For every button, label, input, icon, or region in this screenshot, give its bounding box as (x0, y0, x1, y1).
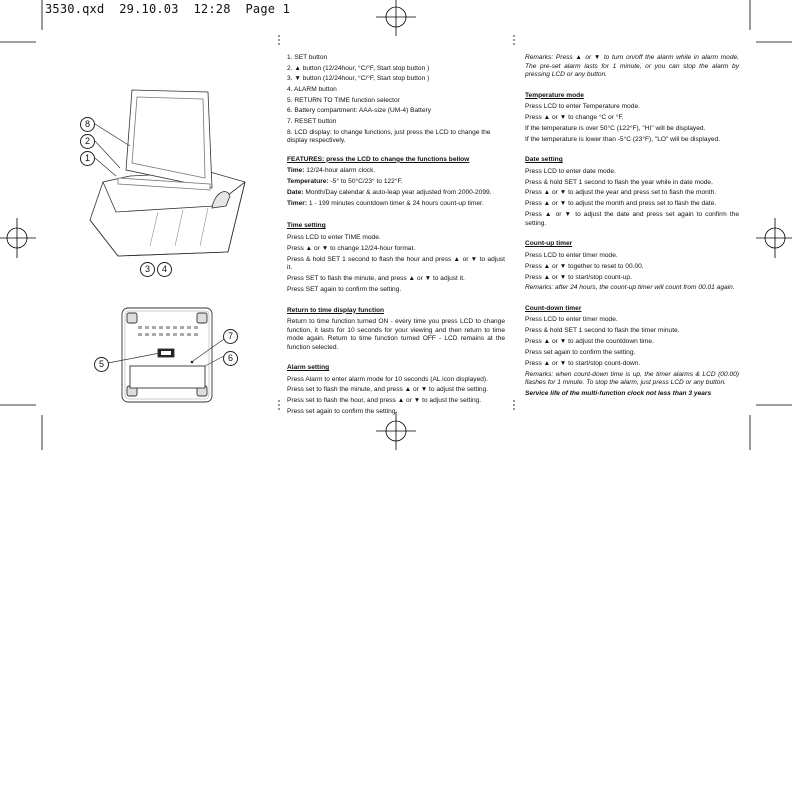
instructions-column-2 (525, 54, 739, 401)
time-step: Press SET again to confirm the setting. (287, 286, 402, 294)
countdown-step: Press set again to confirm the setting. (525, 349, 636, 357)
list-item: 8. LCD display: to change functions, just press the LCD to change the display respectively. (287, 128, 491, 145)
list-item: 6. Battery compartment: AAA-size (UM-4) Battery (287, 107, 432, 115)
callout-1: 1 (80, 151, 95, 166)
alarm-step: Press Alarm to enter alarm mode for 10 seconds (AL icon displayed). (287, 375, 488, 383)
countdown-remarks: Remarks: when count-down time is up, the timer alarms & LCD (00.00) flashes for 1 minute. To stop the alarm, just press LCD or any button. (525, 370, 739, 387)
temperature-step: Press ▲ or ▼ to change °C or °F. (525, 113, 624, 121)
callout-4: 4 (157, 262, 172, 277)
feature-text: 1 - 199 minutes countdown timer & 24 hours count-up timer. (307, 199, 484, 207)
countup-step: Press LCD to enter timer mode. (525, 251, 618, 259)
alarm-step: Press set to flash the minute, and press ▲ or ▼ to adjust the setting. (287, 386, 489, 394)
temperature-step: Press LCD to enter Temperature mode. (525, 103, 640, 110)
list-item: 4. ALARM button (287, 86, 337, 94)
return-heading: Return to time display function (287, 306, 385, 314)
features-heading: FEATURES: press the LCD to change the functions bellow (287, 155, 470, 163)
time-step: Press LCD to enter TIME mode. (287, 233, 381, 241)
countdown-step: Press LCD to enter timer mode. (525, 316, 618, 324)
time-setting-heading: Time setting (287, 222, 326, 230)
alarm-heading: Alarm setting (287, 364, 330, 372)
instructions-column-1 (287, 54, 505, 419)
date-step: Press ▲ or ▼ to adjust the date and press set again to confirm the setting. (525, 211, 739, 227)
temperature-step: If the temperature is lower than -5°C (23°F), "LO" will be displayed. (525, 135, 721, 143)
callout-6: 6 (223, 351, 238, 366)
temperature-heading: Temperature mode (525, 91, 584, 99)
feature-label: Time: (287, 167, 305, 175)
time-step: Press ▲ or ▼ to change 12/24-hour format. (287, 244, 416, 252)
feature-item (287, 189, 505, 198)
time-step: Press SET to flash the minute, and press ▲ or ▼ to adjust it. (287, 275, 465, 283)
list-item: 5. RETURN TO TIME function selector (287, 96, 400, 104)
time-step: Press & hold SET 1 second to flash the hour and press ▲ or ▼ to adjust it. (287, 255, 505, 272)
feature-label: Timer: (287, 199, 308, 207)
date-heading: Date setting (525, 156, 563, 164)
alarm-step: Press set to flash the hour, and press ▲ or ▼ to adjust the setting. (287, 397, 482, 405)
countup-step: Press ▲ or ▼ to start/stop count-up. (525, 273, 632, 281)
feature-item (287, 167, 505, 176)
print-header: 3530.qxd 29.10.03 12:28 Page 1 (45, 2, 291, 16)
callout-5: 5 (94, 357, 109, 372)
feature-item (287, 178, 505, 187)
feature-label: Date: (287, 189, 304, 197)
return-text: Return to time function turned ON - every time you press LCD to change function, it lasts for 10 seconds for your viewing and then return to time mode again. Return to time function turned OFF - LCD remains at the function selected. (287, 318, 505, 351)
callout-8: 8 (80, 117, 95, 132)
countup-step: Press ▲ or ▼ together to reset to 00.00. (525, 262, 644, 270)
countup-heading: Count-up timer (525, 240, 573, 248)
callout-2: 2 (80, 134, 95, 149)
alarm-remarks: Remarks: Press ▲ or ▼ to turn on/off the alarm while in alarm mode. The pre-set alarm lasts for 1 minute, or you can stop the alarm by pressing LCD or any button. (525, 54, 739, 78)
feature-item (287, 200, 505, 209)
countdown-step: Press ▲ or ▼ to start/stop count-down. (525, 359, 641, 367)
temperature-step: If the temperature is over 50°C (122°F), "HI" will be displayed. (525, 124, 706, 132)
list-item: 7. RESET button (287, 118, 337, 126)
date-step: Press ▲ or ▼ to adjust the month and press set to flash the date. (525, 200, 717, 208)
service-life-note: Service life of the multi-function clock not less than 3 years (525, 390, 712, 398)
date-step: Press ▲ or ▼ to adjust the year and press set to flash the month. (525, 189, 717, 197)
callout-7: 7 (223, 329, 238, 344)
countdown-heading: Count-down timer (525, 304, 582, 312)
list-item: 1. SET button (287, 54, 328, 61)
callout-3: 3 (140, 262, 155, 277)
countdown-step: Press ▲ or ▼ to adjust the countdown time. (525, 338, 654, 346)
date-step: Press & hold SET 1 second to flash the year while in date mode. (525, 178, 713, 186)
feature-text: 12/24-hour alarm clock. (304, 167, 376, 175)
feature-label: Temperature: (287, 178, 329, 186)
date-step: Press LCD to enter date mode. (525, 167, 616, 175)
feature-text: -5° to 50°C/23° to 122°F. (328, 178, 403, 186)
parts-list (287, 54, 505, 146)
alarm-step: Press set again to confirm the setting. (287, 408, 398, 416)
feature-text: Month/Day calendar & auto-leap year adjusted from 2000-2099. (303, 189, 492, 197)
countup-remarks: Remarks: after 24 hours, the count-up timer will count from 00.01 again. (525, 284, 735, 292)
countdown-step: Press & hold SET 1 second to flash the timer minute. (525, 327, 680, 335)
list-item: 2. ▲ button (12/24hour, °C/°F, Start stop button ) (287, 64, 430, 72)
list-item: 3. ▼ button (12/24hour, °C/°F, Start stop button ) (287, 75, 430, 83)
